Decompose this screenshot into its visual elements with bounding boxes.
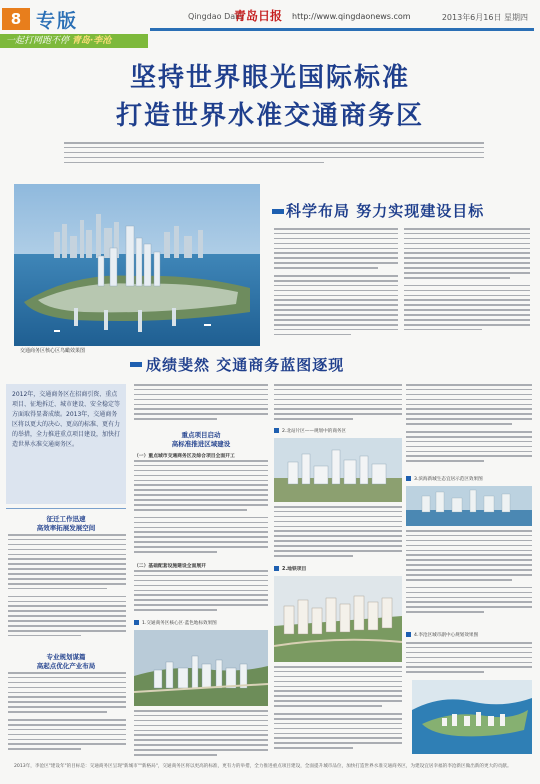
caption-marker-icon bbox=[134, 620, 139, 625]
subheading-layout bbox=[272, 200, 536, 222]
image-3-caption: 3.滨海新城生态宜居示范区效果图 bbox=[414, 477, 483, 482]
masthead bbox=[0, 0, 540, 46]
headline-line-1: 坚持世界眼光国际标准 bbox=[129, 63, 410, 93]
heading-bar-icon bbox=[272, 209, 284, 214]
image-3-rendering bbox=[406, 486, 532, 526]
center-article-b bbox=[274, 506, 402, 562]
paper-info-bar bbox=[188, 10, 540, 24]
image-4-aerial bbox=[412, 680, 532, 754]
main-headline bbox=[0, 60, 540, 134]
footer-note: 2013年，李沧区"建设年"的目标是：交通商务区呈现"新城市""新格局"，交通商务区将以更高的标准，更有力的举措，全力推进重点项目建设，全面提升城市品位，加快打造世界水准交通商务区，为建设宜居幸福的李沧新区做出新的更大的贡献。 bbox=[14, 764, 512, 769]
image-2-caption: 2.北站片区——规划中的商务区 bbox=[282, 429, 347, 434]
left-article-b bbox=[8, 672, 126, 758]
center-article-c bbox=[274, 666, 402, 758]
right-article-a bbox=[406, 384, 532, 472]
left-head-b: 专业规划谋篇 bbox=[46, 653, 86, 661]
caption-marker-icon bbox=[274, 428, 279, 433]
hero-caption: 交通商务区核心区鸟瞰效果图 bbox=[20, 348, 86, 354]
caption-marker-icon bbox=[406, 476, 411, 481]
paper-name-en: Qingdao Daily bbox=[188, 12, 245, 21]
left-head-a2: 高效率拓展发展空间 bbox=[36, 524, 96, 532]
caption-marker-icon bbox=[406, 632, 411, 637]
left-head-a: 征迁工作迅速 bbox=[46, 515, 86, 523]
section-tagline bbox=[0, 34, 148, 48]
mid-head-a: 重点项目启动 bbox=[181, 431, 221, 439]
lead-summary-box bbox=[6, 384, 126, 504]
image-1-caption: 1.交通商务区核心区·蓝色地标效果图 bbox=[142, 621, 217, 626]
intro-text-lines bbox=[64, 142, 484, 163]
headline-line-2: 打造世界水准交通商务区 bbox=[115, 101, 424, 131]
paper-url[interactable]: http://www.qingdaonews.com bbox=[292, 12, 411, 21]
mid-article-c bbox=[134, 710, 268, 758]
lead-summary-text: 2012年，交通商务区在招商引资、重点项目、征地拆迁、城市建设、安全稳定等方面取得显著成绩。2013年，交通商务区将以更大的决心、更高的标准、更有力的举措，全力推进重点项目建设，加快打造世界水准交通商务区。 bbox=[12, 391, 121, 448]
subheading-layout-text: 科学布局 努力实现建设目标 bbox=[286, 202, 485, 220]
page-number: 8 bbox=[2, 8, 30, 30]
right-article-b bbox=[406, 530, 532, 626]
right-article-c bbox=[406, 642, 532, 676]
caption-marker-icon bbox=[274, 566, 279, 571]
hero-rendering-image bbox=[14, 184, 260, 346]
masthead-rule bbox=[150, 28, 534, 31]
article-column-right-b bbox=[404, 228, 530, 344]
image-1-aerial bbox=[134, 630, 268, 706]
mid-subhead-b: （二）基础配套设施建设全面展开 bbox=[134, 564, 206, 569]
lead-divider bbox=[6, 508, 126, 509]
heading-bar-icon bbox=[130, 362, 142, 367]
mid-article-a bbox=[134, 460, 268, 560]
mid-article-intro bbox=[134, 384, 268, 424]
image-4-caption: 4.李沧区城市副中心规划效果图 bbox=[414, 633, 479, 638]
mid-head-a2: 高标准推进区域建设 bbox=[171, 440, 231, 448]
tagline-text: 一起打网跑不停 bbox=[6, 36, 70, 46]
article-column-right-a bbox=[274, 228, 398, 344]
subheading-achievements bbox=[130, 354, 430, 376]
subheading-achievements-text: 成绩斐然 交通商务蓝图逐现 bbox=[146, 356, 345, 374]
intro-paragraph bbox=[64, 142, 484, 166]
section-title: 专版 bbox=[36, 10, 79, 32]
image-residential bbox=[274, 576, 402, 662]
center-subhead-metro: 2.地铁项目 bbox=[282, 567, 307, 572]
paper-logo: 青岛日报 bbox=[234, 9, 283, 23]
mid-article-b bbox=[134, 570, 268, 616]
center-article-a bbox=[274, 384, 402, 424]
mid-subhead-a: （一）重点城市交通商务区及综合项目全面开工 bbox=[134, 454, 235, 459]
image-2-rendering bbox=[274, 438, 402, 502]
left-article-a bbox=[8, 534, 126, 650]
left-head-b2: 高起点优化产业布局 bbox=[36, 662, 96, 670]
tagline-city: 青岛·李沧 bbox=[71, 36, 112, 46]
issue-date: 2013年6月16日 星期四 bbox=[441, 13, 528, 22]
